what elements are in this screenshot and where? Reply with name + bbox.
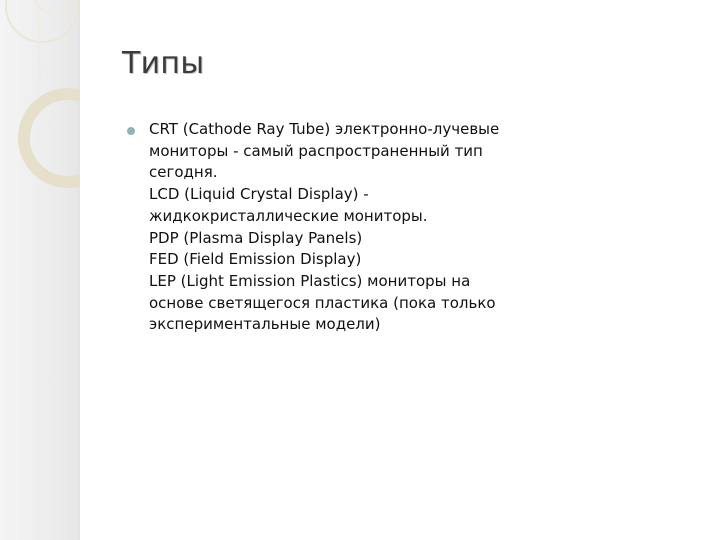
decorative-ring-top: [6, 0, 78, 42]
decorative-ring-large: [24, 94, 80, 182]
bullet-text: [149, 119, 597, 336]
decorative-rings: [0, 0, 80, 220]
text-line: мониторы - самый распространенный тип: [149, 141, 483, 160]
text-line: LEP (Light Emission Plastics) мониторы на: [149, 271, 471, 290]
decorative-ring-small: [33, 0, 77, 14]
content-body: [127, 119, 597, 336]
text-line: основе светящегося пластика (пока только: [149, 293, 496, 312]
text-line: CRT (Cathode Ray Tube) электронно-лучевые: [149, 120, 500, 138]
slide-title: Типы: [122, 46, 205, 81]
text-line: жидкокристаллические мониторы.: [149, 206, 428, 225]
text-line: FED (Field Emission Display): [149, 250, 362, 269]
text-line: PDP (Plasma Display Panels): [149, 228, 363, 247]
text-line: сегодня.: [149, 163, 218, 182]
text-line: LCD (Liquid Crystal Display) -: [149, 185, 369, 204]
decorative-line-1: [38, 0, 40, 80]
bullet-icon: [127, 127, 135, 135]
text-line: экспериментальные модели): [149, 315, 381, 334]
